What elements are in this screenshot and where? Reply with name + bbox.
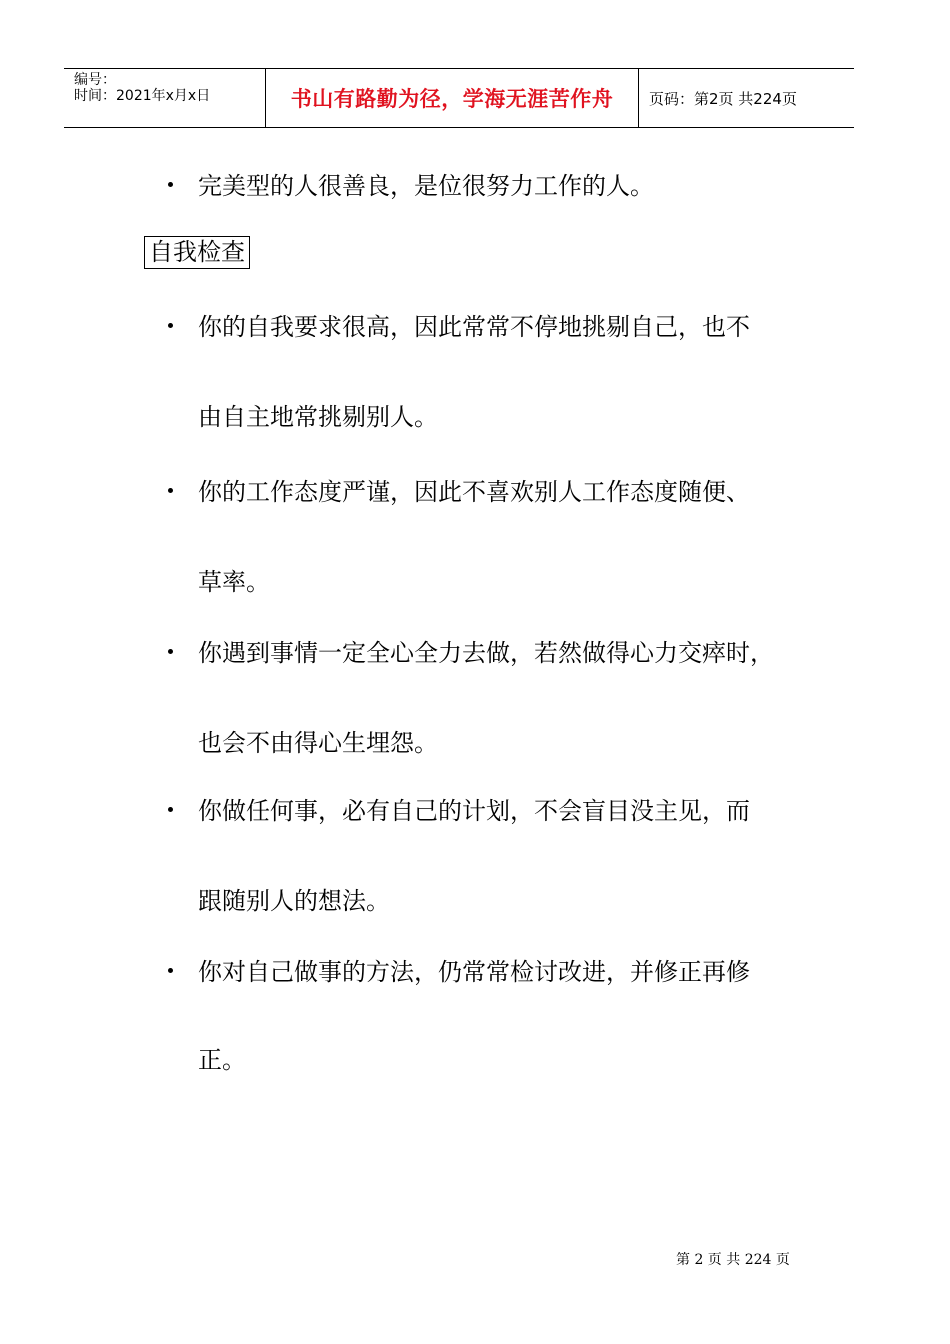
- list-item-line1: 你做任何事，必有自己的计划，不会盲目没主见，而: [198, 797, 750, 825]
- bullet-icon: [168, 649, 173, 654]
- header-meta: [64, 69, 266, 127]
- bullet-icon: [168, 323, 173, 328]
- list-item-line2: 也会不由得心生埋怨。: [198, 729, 438, 757]
- header-number-label: 编号：: [74, 72, 116, 88]
- bullet-icon: [168, 807, 173, 812]
- list-item-line2: 正。: [198, 1046, 246, 1074]
- list-item-line1: 你的自我要求很高，因此常常不停地挑剔自己，也不: [198, 313, 750, 341]
- page-footer: 第 2 页 共 224 页: [676, 1252, 790, 1268]
- list-item-line2: 草率。: [198, 568, 270, 596]
- document-header: [64, 68, 854, 128]
- list-item-line1: 你的工作态度严谨，因此不喜欢别人工作态度随便、: [198, 478, 750, 506]
- list-item-line2: 由自主地常挑剔别人。: [198, 403, 438, 431]
- intro-item-text: 完美型的人很善良，是位很努力工作的人。: [198, 172, 654, 200]
- list-item-line2: 跟随别人的想法。: [198, 887, 390, 915]
- bullet-icon: [168, 968, 173, 973]
- list-item-line1: 你遇到事情一定全心全力去做，若然做得心力交瘁时，: [198, 639, 774, 667]
- list-item-line1: 你对自己做事的方法，仍常常检讨改进，并修正再修: [198, 958, 750, 986]
- header-motto: 书山有路勤为径，学海无涯苦作舟: [266, 69, 639, 127]
- header-page-info: 页码：第2页 共224页: [649, 89, 797, 108]
- bullet-icon: [168, 488, 173, 493]
- header-time-label: 时间：2021年x月x日: [74, 88, 211, 104]
- section-title: 自我检查: [144, 236, 250, 269]
- bullet-icon: [168, 182, 173, 187]
